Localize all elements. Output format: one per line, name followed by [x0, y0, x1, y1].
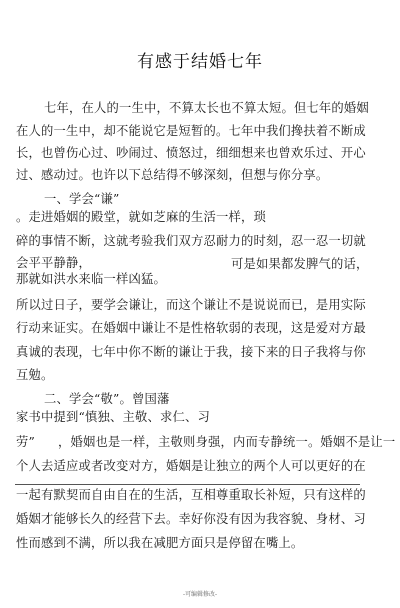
- paragraph-line: 七年，在人的一生中，不算太长也不算太短。但七年的婚姻: [44, 101, 369, 115]
- section-heading: 二、学会“敬”。曾国藩: [44, 392, 170, 406]
- page-footer: -可编辑修改-: [182, 591, 218, 598]
- paragraph-line: 所以过日子，要学会谦让，而这个谦让不是说说而已，是用实际: [16, 298, 366, 312]
- paragraph-line: 性而感到不满，所以我在减肥方面只是停留在嘴上。: [16, 536, 304, 550]
- section-heading: 一、学会“谦”: [44, 192, 120, 206]
- paragraph-line: 碎的事情不断，这就考验我们双方忍耐力的时刻，忍一忍一切就: [16, 234, 366, 248]
- paragraph-line: 那就如洪水来临一样凶猛。: [16, 272, 166, 286]
- paragraph-line: 会平平静静，: [16, 256, 91, 270]
- paragraph-line: 可是如果都发脾气的话，: [231, 257, 369, 271]
- paragraph-line: ，婚姻也是一样，主敬则身强，内而专静统一。婚姻不是让一: [58, 435, 396, 449]
- paragraph-line: 过、感动过。也许以下总结得不够深刻，但想与你分享。: [16, 168, 329, 182]
- paragraph-line: 个人去适应或者改变对方，婚姻是让独立的两个人可以更好的在: [16, 459, 366, 473]
- divider-line: [15, 484, 360, 485]
- paragraph-line: 劳”: [16, 435, 35, 449]
- paragraph-line: 。走进婚姻的殿堂，就如芝麻的生活一样，琐: [16, 210, 266, 224]
- paragraph-line: 行动来证实。在婚姻中谦让不是性格软弱的表现，这是爱对方最: [16, 321, 366, 335]
- paragraph-line: 家书中提到“慎独、主敬、求仁、习: [16, 410, 210, 424]
- paragraph-line: 一起有默契而自由自在的生活，互相尊重取长补短，只有这样的: [16, 488, 366, 502]
- paragraph-line: 真诚的表现，七年中你不断的谦让于我，接下来的日子我将与你: [16, 345, 366, 359]
- document-title: 有感于结婚七年: [137, 52, 263, 72]
- paragraph-line: 长，也曾伤心过、吵闹过、愤怒过，细细想来也曾欢乐过、开心: [16, 146, 366, 160]
- paragraph-line: 互勉。: [16, 368, 54, 382]
- paragraph-line: 在人的一生中，却不能说它是短暂的。七年中我们搀扶着不断成: [16, 124, 366, 138]
- paragraph-line: 婚姻才能够长久的经营下去。幸好你没有因为我容貌、身材、习: [16, 512, 366, 526]
